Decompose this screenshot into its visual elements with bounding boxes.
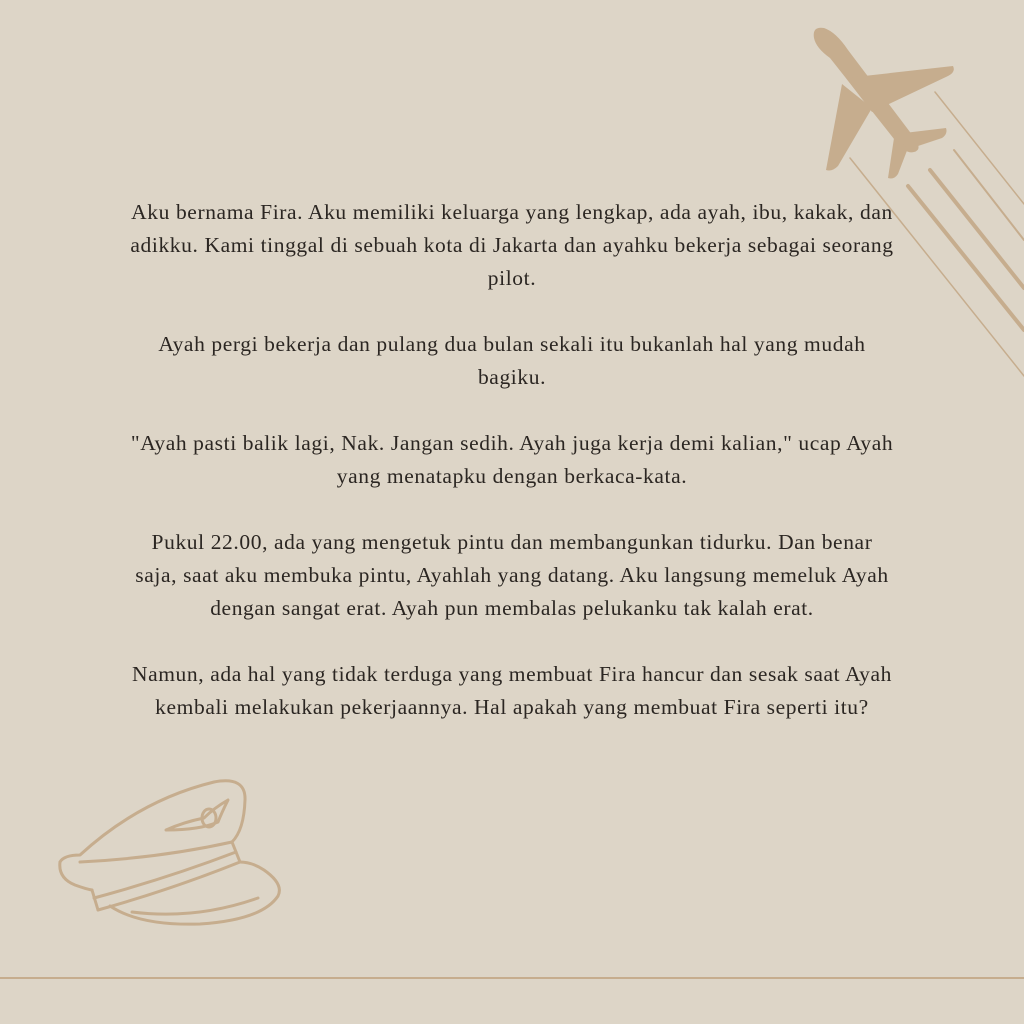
story-text — [130, 196, 894, 757]
story-paragraph-1: Aku bernama Fira. Aku memiliki keluarga yang lengkap, ada ayah, ibu, kakak, dan adikku. Kami tinggal di sebuah kota di Jakarta dan ayahku bekerja sebagai seorang pilot. — [130, 200, 894, 290]
story-paragraph-3: "Ayah pasti balik lagi, Nak. Jangan sedih. Ayah juga kerja demi kalian," ucap Ayah yang menatapku dengan berkaca-kata. — [130, 431, 894, 488]
story-paragraph-2: Ayah pergi bekerja dan pulang dua bulan sekali itu bukanlah hal yang mudah bagiku. — [158, 332, 866, 389]
pilot-cap-icon — [52, 770, 292, 935]
story-paragraph-4: Pukul 22.00, ada yang mengetuk pintu dan membangunkan tidurku. Dan benar saja, saat aku membuka pintu, Ayahlah yang datang. Aku langsung memeluk Ayah dengan sangat erat. Ayah pun membalas pelukanku tak kalah erat. — [135, 530, 889, 620]
story-paragraph-5: Namun, ada hal yang tidak terduga yang membuat Fira hancur dan sesak saat Ayah kembali melakukan pekerjaannya. Hal apakah yang membuat Fira seperti itu? — [131, 662, 893, 719]
bottom-divider — [0, 977, 1024, 979]
